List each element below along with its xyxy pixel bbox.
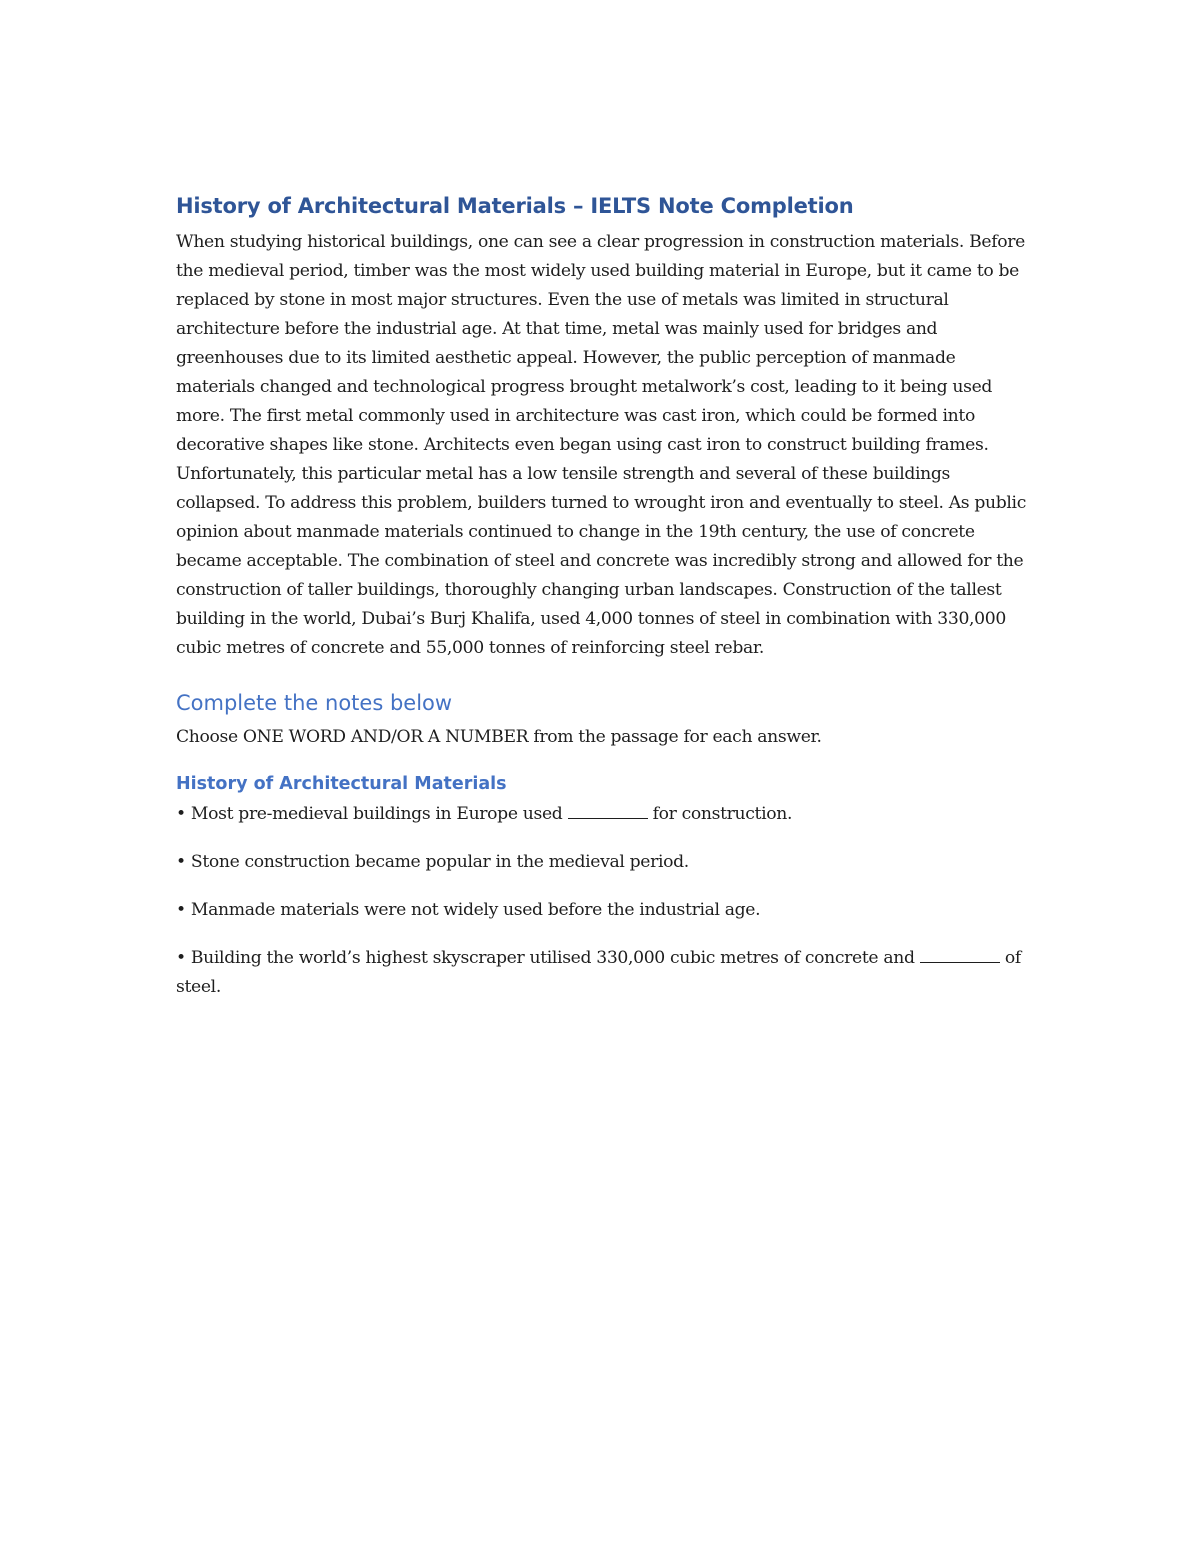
task-heading: Complete the notes below [176,691,453,715]
note-1-text-after: for construction. [647,804,793,824]
note-item-1 [176,800,1036,829]
notes-heading: History of Architectural Materials [176,774,507,794]
note-1-text-before: • Most pre-medieval buildings in Europe used [176,804,568,824]
note-item-4 [176,944,1036,1002]
page-title: History of Architectural Materials – IELTS Note Completion [176,194,854,218]
answer-blank-2[interactable] [920,945,1000,963]
document-page [176,190,1036,1021]
note-4-text-before: • Building the world’s highest skyscraper utilised 330,000 cubic metres of concrete and [176,948,920,968]
note-item-2: • Stone construction became popular in the medieval period. [176,852,689,872]
note-4-text-after: of steel. [176,948,1021,997]
task-instruction: Choose ONE WORD AND/OR A NUMBER from the passage for each answer. [176,727,822,747]
note-item-3: • Manmade materials were not widely used before the industrial age. [176,900,761,920]
answer-blank-1[interactable] [568,801,648,819]
reading-passage: When studying historical buildings, one can see a clear progression in construction materials. Before the medieval period, timber was the most widely used building material in Europe, but it came to be replaced by stone in most major structures. Even the use of metals was limited in structural architecture before the industrial age. At that time, metal was mainly used for bridges and greenhouses due to its limited aesthetic appeal. However, the public perception of manmade materials changed and technological progress brought metalwork’s cost, leading to it being used more. The first metal commonly used in architecture was cast iron, which could be formed into decorative shapes like stone. Architects even began using cast iron to construct building frames. Unfortunately, this particular metal has a low tensile strength and several of these buildings collapsed. To address this problem, builders turned to wrought iron and eventually to steel. As public opinion about manmade materials continued to change in the 19th century, the use of concrete became acceptable. The combination of steel and concrete was incredibly strong and allowed for the construction of taller buildings, thoroughly changing urban landscapes. Construction of the tallest building in the world, Dubai’s Burj Khalifa, used 4,000 tonnes of steel in combination with 330,000 cubic metres of concrete and 55,000 tonnes of reinforcing steel rebar. [176,232,1026,658]
